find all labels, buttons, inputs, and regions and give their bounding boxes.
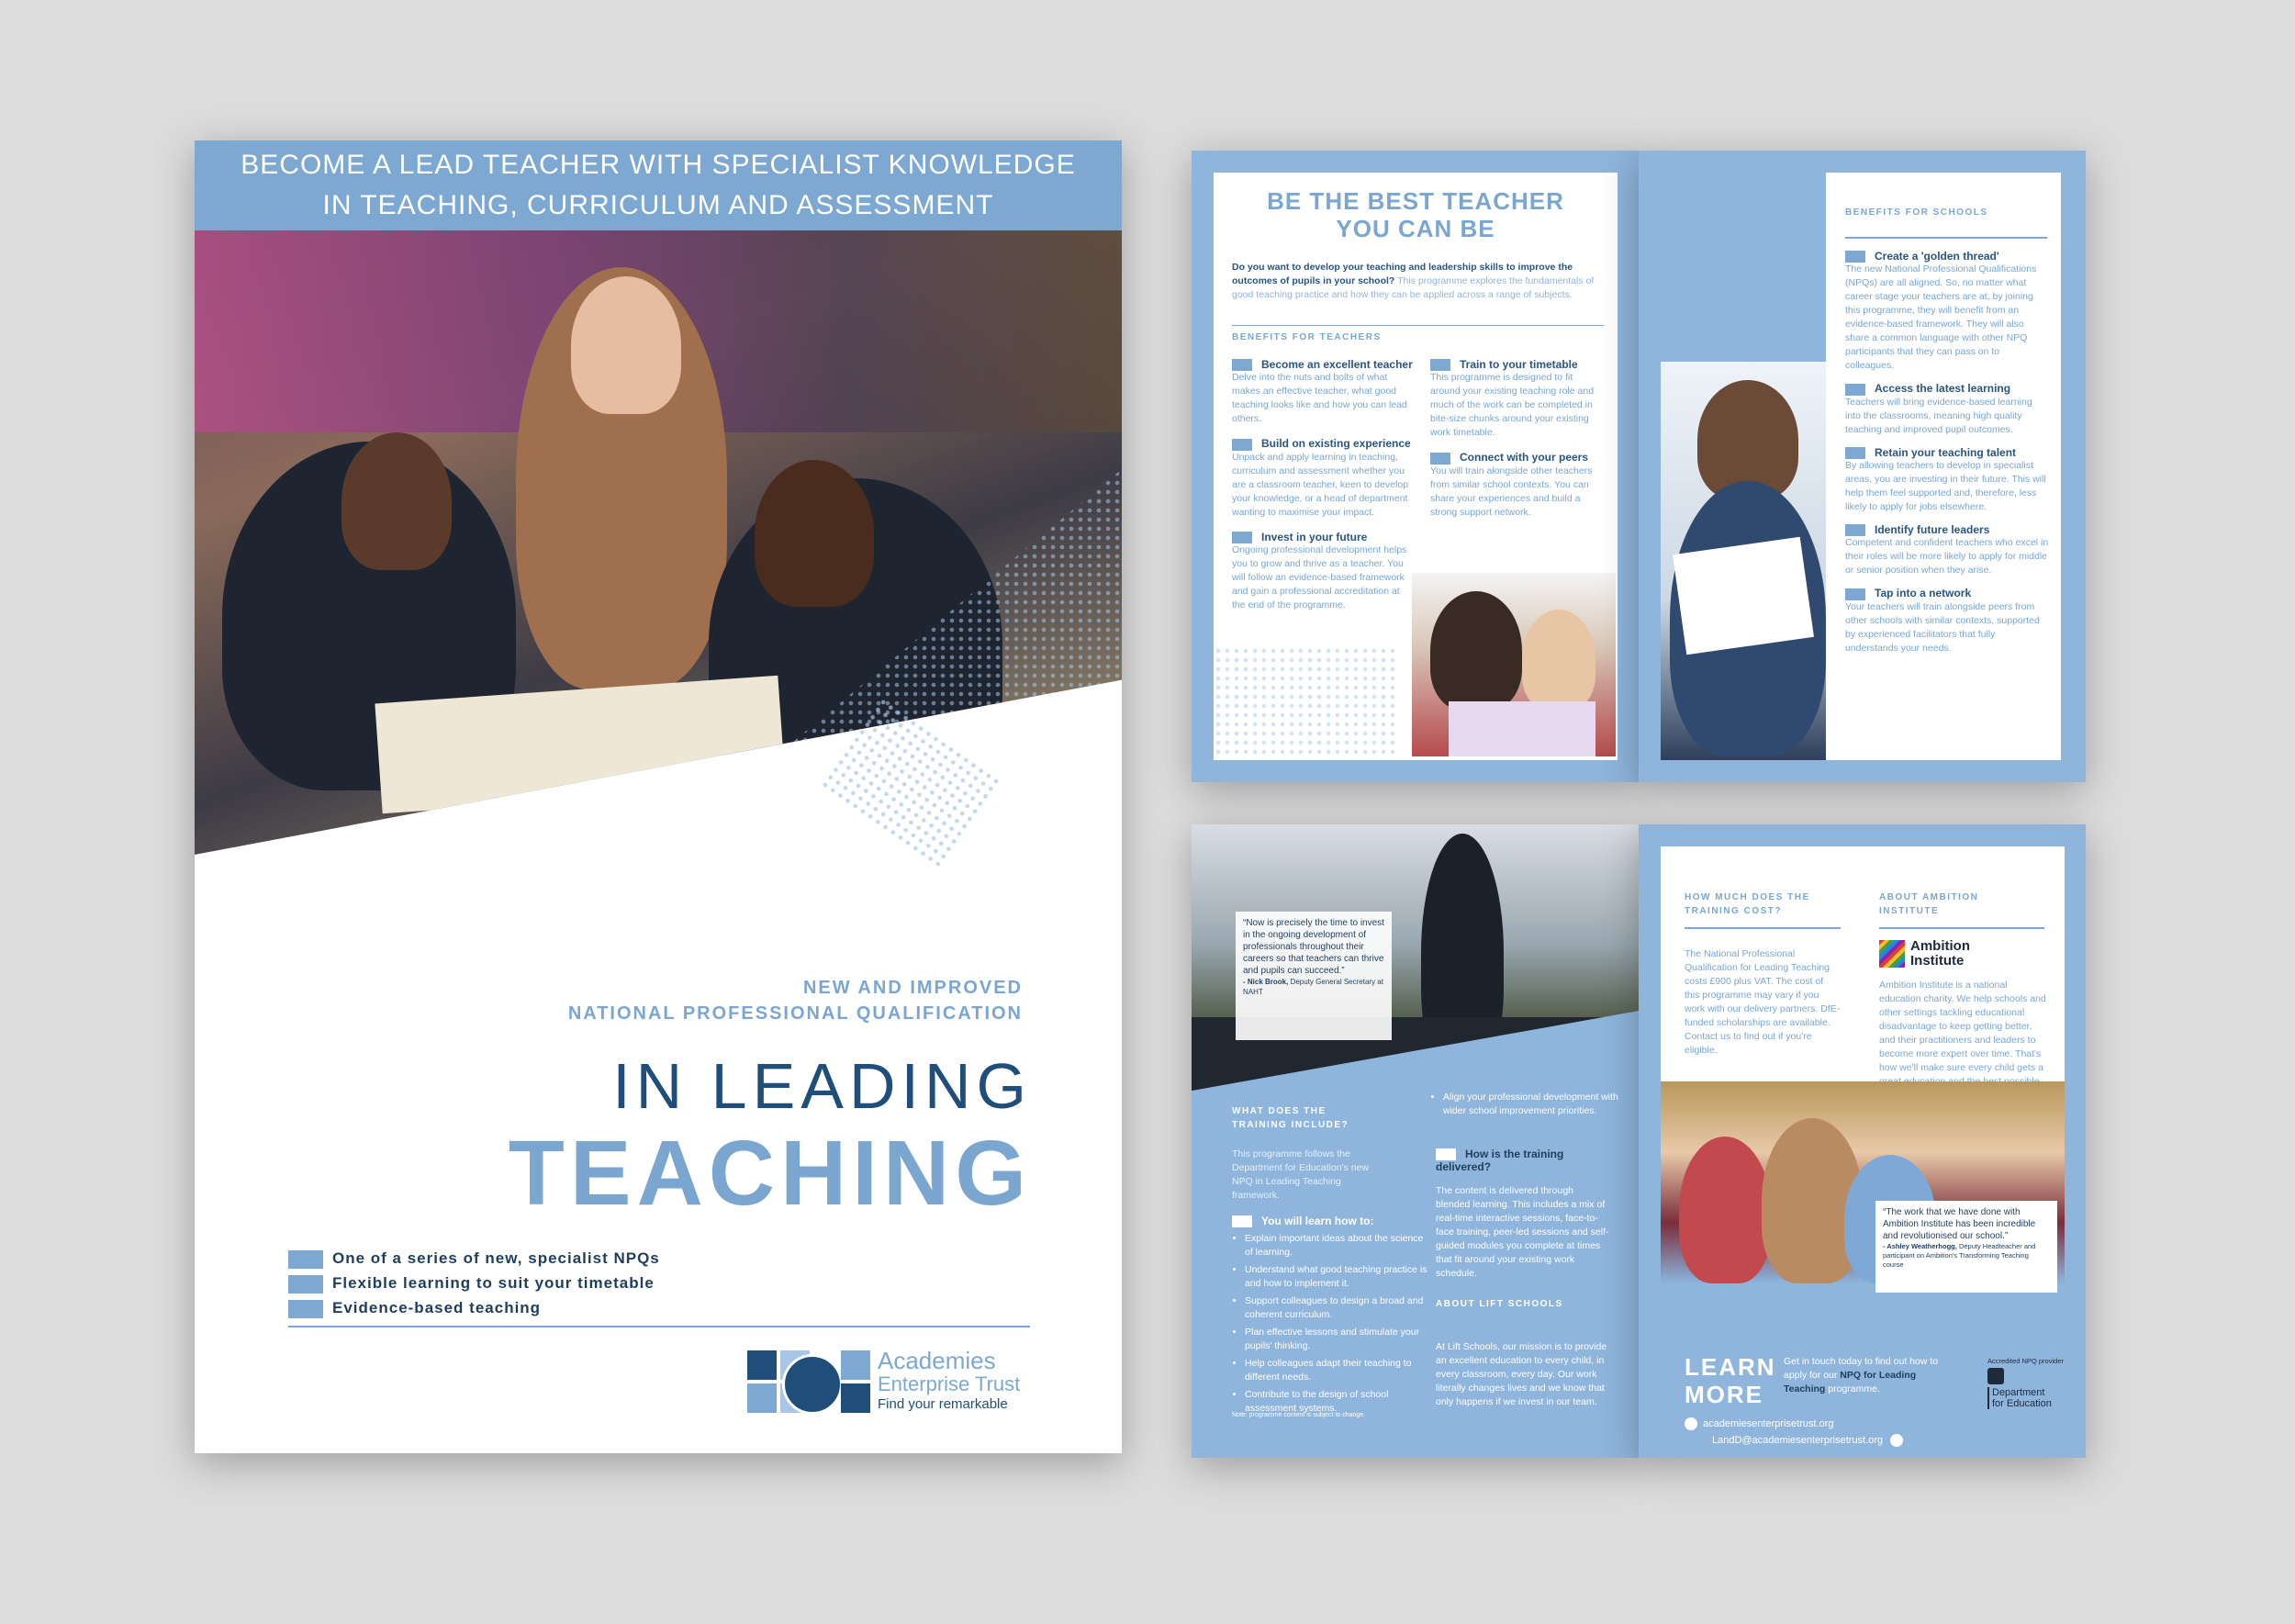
- training-heading: WHAT DOES THE TRAINING INCLUDE?: [1232, 1106, 1349, 1130]
- aet-emblem-icon: [782, 1354, 843, 1415]
- bullet-square-icon: [1430, 359, 1450, 371]
- spread1-right-page: [1639, 151, 2086, 782]
- ambition-logo-line2: Institute: [1910, 953, 1965, 969]
- bullet-square-icon: [1845, 447, 1865, 459]
- benefit-item: Invest in your future Ongoing professional development helps you to grow and thrive as a teacher. You will follow an evidence-based framework and gain a professional accreditation at the end of the programme.: [1232, 530, 1407, 610]
- ambition-body: Ambition Institute is a national education charity. We help schools and other settings tackling educational disadvantage to keep getting better, and their practitioners and leaders to become more expert over time. That's how we'll make sure every child gets a: [1879, 980, 2046, 1073]
- teachers-col1: [1232, 358, 1416, 612]
- crest-icon: [1987, 1368, 2004, 1384]
- spread1-left-page: [1192, 151, 1639, 782]
- cover-bullet: Evidence-based teaching: [288, 1299, 1032, 1324]
- benefit-item: Build on existing experience Unpack and apply learning in teaching, curriculum and assessment whether you are a classroom teacher, keen to develop your knowledge, or a head of department wanting to maximise your impact.: [1232, 437, 1411, 518]
- aet-logo-tagline: Find your remarkable: [878, 1396, 1008, 1412]
- benefit-item: Train to your timetable This programme is designed to fit around your existing teaching role and much of the work can be completed in bite-size chunks around your existing work timetable.: [1430, 358, 1595, 439]
- bullet-square-icon: [1845, 384, 1865, 396]
- delivered-body: The content is delivered through blended learning. This includes a mix of real-time interactive sessions, face-to-face training, peer-led sessions and self-guided modules you complete at times that fit around your existing work schedule.: [1436, 1185, 1609, 1279]
- aet-logo-line1: Academies: [878, 1347, 996, 1374]
- learn-heading: You will learn how to:: [1232, 1215, 1416, 1227]
- spread2-right-page: [1639, 824, 2086, 1458]
- cover-banner-line1: BECOME A LEAD TEACHER WITH SPECIALIST KNOWLEDGE: [241, 150, 1076, 180]
- learn-list: [1232, 1232, 1428, 1419]
- cover-banner-line2: IN TEACHING, CURRICULUM AND ASSESSMENT: [322, 190, 994, 220]
- spread1-title-line1: BE THE BEST TEACHER: [1267, 187, 1564, 215]
- web-link[interactable]: academiesenterprisetrust.org: [1685, 1417, 1833, 1430]
- learn-more-line1: LEARN: [1685, 1353, 1776, 1381]
- dfe-logo: Accredited NPQ provider Department for Education: [1987, 1357, 2079, 1409]
- bullet-square-icon: [1845, 588, 1865, 600]
- spread1-intro: Do you want to develop your teaching and leadership skills to improve the outcomes of pupils in your school? This programme explores the fundamentals of good teaching practice and how they can be applied across a range of subjects.: [1232, 262, 1595, 300]
- aet-logo: [747, 1347, 1041, 1424]
- spread1-teacher-photo: [1661, 362, 1826, 760]
- ambition-logo-line1: Ambition: [1910, 938, 1970, 954]
- bullet-square-icon: [1232, 532, 1252, 543]
- benefit-item: Retain your teaching talent By allowing teachers to develop in specialist areas, you are investing in their future. This will help them feel supported and, therefore, less likely to apply for jobs elsewhere.: [1845, 445, 2046, 512]
- delivered-heading: How is the training delivered?: [1436, 1148, 1564, 1174]
- globe-icon: [1685, 1417, 1697, 1430]
- learn-item: • Align your professional development with wider school improvement priorities.: [1443, 1091, 1627, 1118]
- ambition-stripes-icon: [1879, 940, 1905, 968]
- benefits-schools-heading: BENEFITS FOR SCHOOLS: [1845, 207, 1988, 218]
- learn-item: • Support colleagues to design a broad and coherent curriculum.: [1245, 1294, 1428, 1322]
- spread2-quote2-box: “The work that we have done with Ambition Institute has been incredible and revolutionised our school.” - Ashley Weatherhogg, Deputy Headteacher and participant on Ambition's Transforming Teaching course: [1875, 1201, 2057, 1293]
- programme-note: Note: programme content is subject to change.: [1232, 1412, 1366, 1418]
- cover-photo: [195, 230, 1122, 855]
- cover-title-line1: IN LEADING: [612, 1050, 1032, 1122]
- spread1-title-line2: YOU CAN BE: [1336, 215, 1495, 242]
- cost-heading: HOW MUCH DOES THE TRAINING COST?: [1685, 892, 1810, 916]
- cover-title-line2: TEACHING: [508, 1122, 1032, 1225]
- bullet-square-icon: [1232, 439, 1252, 451]
- cost-body: The National Professional Qualification for Leading Teaching costs £900 plus VAT. The cost of this programme may vary if you work with our delivery partners. DfE-funded scholarships are available. Contact us to find out if you're eligible.: [1685, 948, 1841, 1056]
- align-list: [1430, 1091, 1627, 1122]
- ambition-logo: [1879, 938, 2026, 975]
- learn-item: • Understand what good teaching practice is and how to implement it.: [1245, 1263, 1428, 1291]
- bullet-square-icon: [1845, 524, 1865, 536]
- learn-item: • Contribute to the design of school assessment systems.: [1245, 1388, 1428, 1416]
- benefit-item: Identify future leaders Competent and confident teachers who excel in their roles will be more likely to apply for middle or senior position when they arise.: [1845, 522, 2049, 577]
- learn-more-line2: MORE: [1685, 1381, 1763, 1408]
- ambition-heading: ABOUT AMBITION INSTITUTE: [1879, 892, 1979, 916]
- mail-icon: [1890, 1434, 1903, 1447]
- learn-item: • Plan effective lessons and stimulate your pupils' thinking.: [1245, 1326, 1428, 1353]
- bullet-square-icon: [1436, 1148, 1456, 1160]
- aet-logo-line2: Enterprise Trust: [878, 1372, 1021, 1395]
- teachers-col2: [1430, 358, 1605, 520]
- learn-item: • Help colleagues adapt their teaching to different needs.: [1245, 1357, 1428, 1384]
- bullet-square-icon: [1232, 359, 1252, 371]
- bullet-square-icon: [1845, 251, 1865, 263]
- cover-subtitle-line2: NATIONAL PROFESSIONAL QUALIFICATION: [567, 1003, 1023, 1024]
- cover-bullet: One of a series of new, specialist NPQs: [288, 1249, 1032, 1274]
- cover-bullet: Flexible learning to suit your timetable: [288, 1274, 1032, 1299]
- benefit-item: Create a 'golden thread' The new National Professional Qualifications (NPQs) are all aligned. So, no matter what career stage your teachers are at, by joining this programme, they will benefit from an evidence-based framework. They will also share a common language with other NPQ participants that they can pass on to colleagues.: [1845, 250, 2037, 372]
- cover-banner: [195, 140, 1122, 230]
- learn-item: • Explain important ideas about the science of learning.: [1245, 1232, 1428, 1260]
- benefit-item: Connect with your peers You will train alongside other teachers from similar school contexts. You can share your experiences and build a strong support network.: [1430, 451, 1593, 518]
- cover-bullet-list: [288, 1249, 1032, 1327]
- bullet-square-icon: [288, 1300, 323, 1318]
- cover-subtitle-line1: NEW AND IMPROVED: [802, 978, 1023, 998]
- benefit-item: Access the latest learning Teachers will bring evidence-based learning into the classrooms, meaning high quality teaching and improved pupil outcomes.: [1845, 382, 2032, 435]
- benefit-item: Become an excellent teacher Delve into the nuts and bolts of what makes an effective teacher, what good teaching looks like and how you can lead others.: [1232, 358, 1413, 425]
- brochure-cover: [195, 140, 1122, 1453]
- schools-list: [1845, 250, 2049, 655]
- bullet-square-icon: [288, 1275, 323, 1294]
- spread2-left-page: [1192, 824, 1639, 1458]
- benefits-teachers-heading: BENEFITS FOR TEACHERS: [1232, 332, 1382, 342]
- lift-heading: ABOUT LIFT SCHOOLS: [1436, 1299, 1563, 1309]
- spread2-quote-box: “Now is precisely the time to invest in the ongoing development of professionals throughout their careers so that teachers can thrive and pupils can succeed.” - Nick Brook, Deputy General Secretary at NAHT: [1236, 912, 1392, 1040]
- bullet-square-icon: [1232, 1215, 1252, 1227]
- bullet-square-icon: [288, 1250, 323, 1269]
- lift-body: At Lift Schools, our mission is to provide an excellent education to every child, in every classroom, every day. Our work literally changes lives and we know that only happens if we invest in our team.: [1436, 1341, 1607, 1407]
- spread1-classroom-photo: [1412, 573, 1616, 756]
- benefit-item: Tap into a network Your teachers will train alongside peers from other schools with similar contexts, supported by experienced facilitators that fully understands your needs.: [1845, 587, 2040, 654]
- training-body: This programme follows the Department for Education's new NPQ in Leading Teaching framework.: [1232, 1148, 1370, 1201]
- email-link[interactable]: LandD@academiesenterprisetrust.org: [1712, 1434, 1903, 1447]
- bullet-square-icon: [1430, 453, 1450, 465]
- cover-bullet-rule: [288, 1326, 1030, 1327]
- cta-text: Get in touch today to find out how to apply for our NPQ for Leading Teaching programme.: [1784, 1356, 1939, 1394]
